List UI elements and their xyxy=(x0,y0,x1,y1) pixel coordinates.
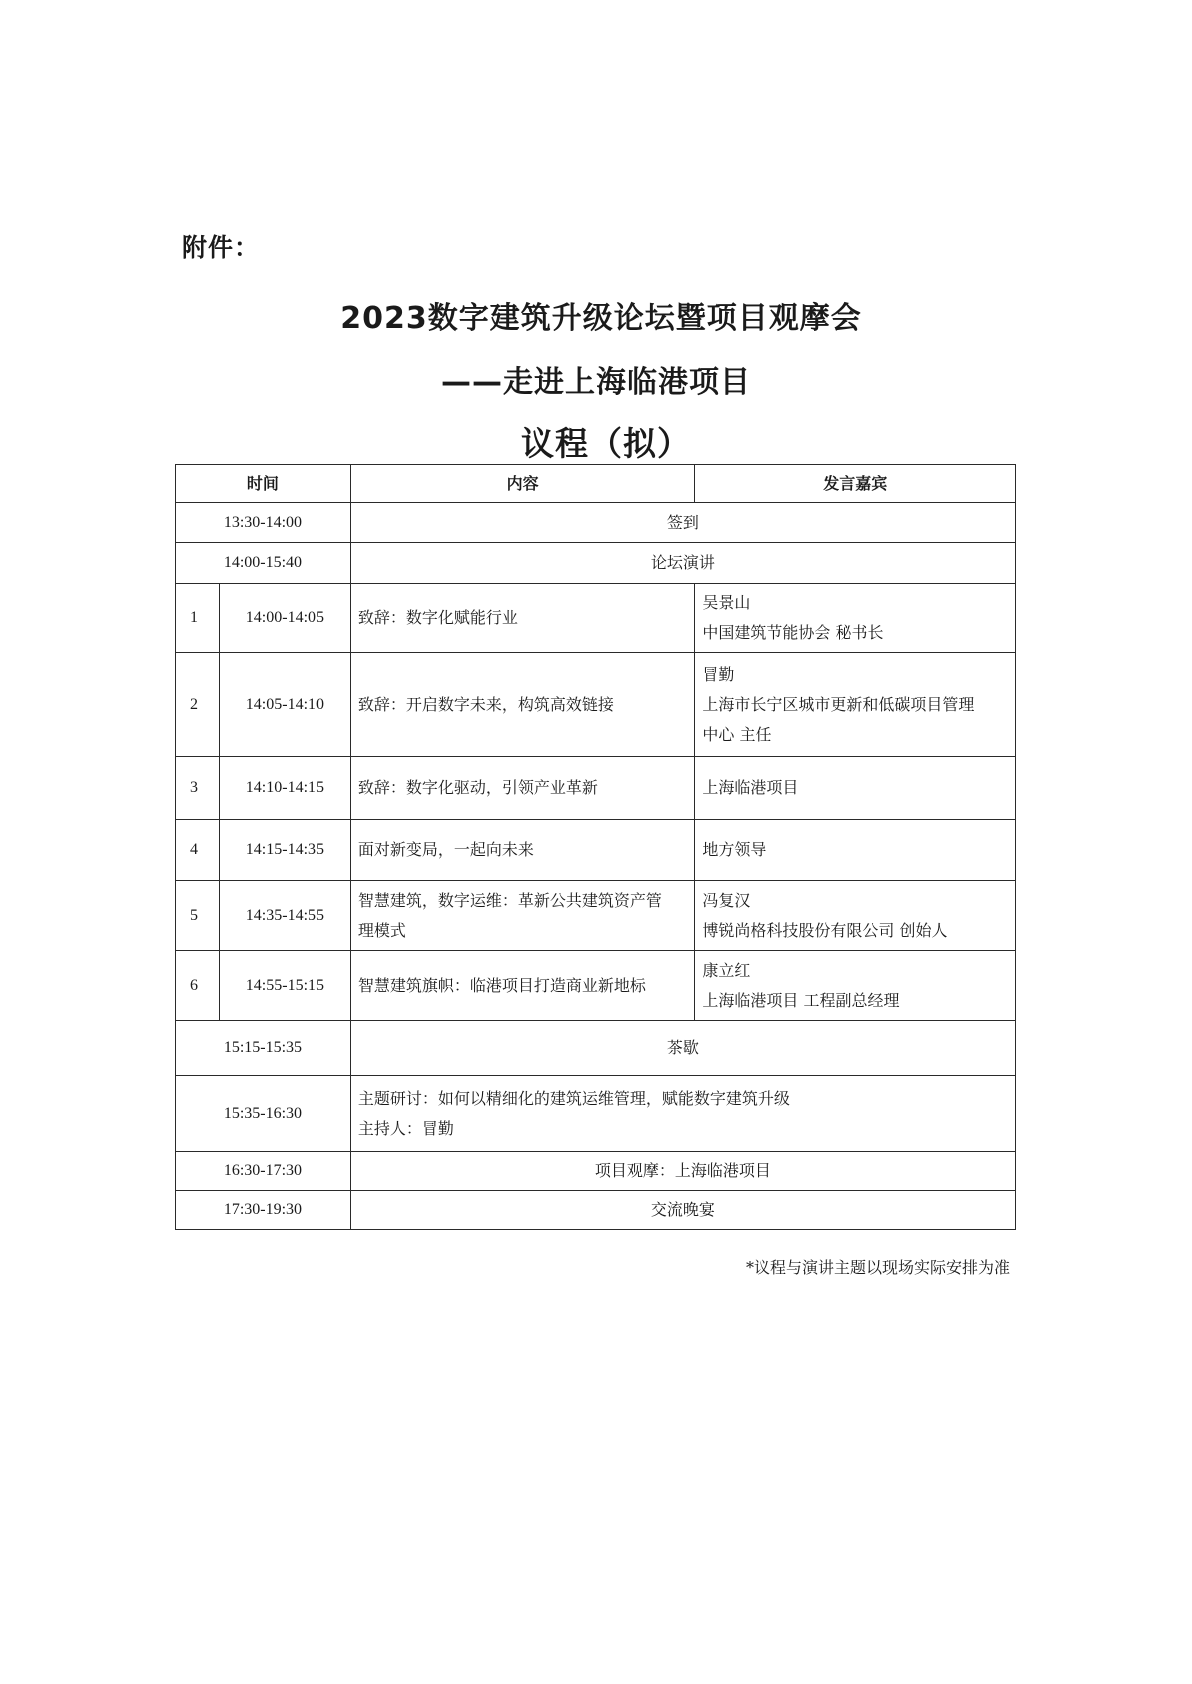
speaker-title: 博锐尚格科技股份有限公司 创始人 xyxy=(702,920,948,940)
time-cell: 14:55-15:15 xyxy=(219,951,350,1021)
agenda-heading: 议程（拟） xyxy=(521,424,691,463)
content-cell: 项目观摩：上海临港项目 xyxy=(350,1152,1015,1191)
table-row xyxy=(176,820,1016,881)
speaker-cell xyxy=(695,951,1016,1021)
content-cell: 交流晚宴 xyxy=(350,1191,1015,1230)
time-cell: 14:00-14:05 xyxy=(219,584,350,653)
attachment-label: 附件： xyxy=(182,233,261,262)
document-subtitle: ——走进上海临港项目 xyxy=(441,365,751,400)
content-cell: 智慧建筑旗帜：临港项目打造商业新地标 xyxy=(350,951,695,1021)
table-row xyxy=(176,1021,1016,1076)
time-cell: 14:35-14:55 xyxy=(219,881,350,951)
content-cell: 面对新变局，一起向未来 xyxy=(350,820,695,881)
row-number: 5 xyxy=(176,881,220,951)
speaker-title: 上海市长宁区城市更新和低碳项目管理 xyxy=(702,694,975,714)
speaker-title: 上海临港项目 工程副总经理 xyxy=(702,990,900,1010)
speaker-cell xyxy=(695,653,1016,757)
content-line: 主题研讨：如何以精细化的建筑运维管理，赋能数字建筑升级 xyxy=(357,1088,790,1108)
speaker-cell: 上海临港项目 xyxy=(695,757,1016,820)
table-row xyxy=(176,1076,1016,1152)
table-header-row xyxy=(176,465,1016,503)
table-row xyxy=(176,1152,1016,1191)
speaker-name: 吴景山 xyxy=(702,593,751,612)
content-line: 智慧建筑，数字运维：革新公共建筑资产管 xyxy=(357,890,662,910)
time-cell: 14:05-14:10 xyxy=(219,653,350,757)
speaker-cell: 地方领导 xyxy=(695,820,1016,881)
time-cell: 15:15-15:35 xyxy=(176,1021,351,1076)
row-number: 3 xyxy=(176,757,220,820)
content-cell xyxy=(350,881,695,951)
content-cell: 致辞：开启数字未来，构筑高效链接 xyxy=(350,653,695,757)
content-cell: 茶歇 xyxy=(350,1021,1015,1076)
footnote: *议程与演讲主题以现场实际安排为准 xyxy=(745,1258,1010,1277)
agenda-table xyxy=(175,464,1016,1230)
row-number: 1 xyxy=(176,584,220,653)
row-number: 2 xyxy=(176,653,220,757)
header-content: 内容 xyxy=(350,465,695,503)
table-row xyxy=(176,503,1016,543)
time-cell: 17:30-19:30 xyxy=(176,1191,351,1230)
speaker-title: 中国建筑节能协会 秘书长 xyxy=(702,623,884,642)
speaker-cell xyxy=(695,881,1016,951)
time-cell: 14:00-15:40 xyxy=(176,543,351,584)
table-row xyxy=(176,653,1016,757)
time-cell: 16:30-17:30 xyxy=(176,1152,351,1191)
header-speaker: 发言嘉宾 xyxy=(695,465,1016,503)
table-row xyxy=(176,543,1016,584)
content-line: 主持人：冒勤 xyxy=(357,1118,454,1138)
time-cell: 15:35-16:30 xyxy=(176,1076,351,1152)
speaker-title: 中心 主任 xyxy=(702,724,772,744)
table-row xyxy=(176,881,1016,951)
content-cell: 论坛演讲 xyxy=(350,543,1015,584)
row-number: 4 xyxy=(176,820,220,881)
content-cell xyxy=(350,1076,1015,1152)
row-number: 6 xyxy=(176,951,220,1021)
speaker-name: 冒勤 xyxy=(702,664,735,684)
time-cell: 14:10-14:15 xyxy=(219,757,350,820)
time-cell: 13:30-14:00 xyxy=(176,503,351,543)
speaker-name: 康立红 xyxy=(702,960,751,980)
header-time: 时间 xyxy=(176,465,351,503)
time-cell: 14:15-14:35 xyxy=(219,820,350,881)
content-line: 理模式 xyxy=(357,920,406,940)
speaker-cell xyxy=(695,584,1016,653)
table-row xyxy=(176,1191,1016,1230)
content-cell: 致辞：数字化驱动，引领产业革新 xyxy=(350,757,695,820)
content-cell: 致辞：数字化赋能行业 xyxy=(350,584,695,653)
table-row xyxy=(176,584,1016,653)
speaker-name: 冯复汉 xyxy=(702,890,751,910)
table-row xyxy=(176,757,1016,820)
content-cell: 签到 xyxy=(350,503,1015,543)
document-title: 2023数字建筑升级论坛暨项目观摩会 xyxy=(340,301,862,336)
table-row xyxy=(176,951,1016,1021)
